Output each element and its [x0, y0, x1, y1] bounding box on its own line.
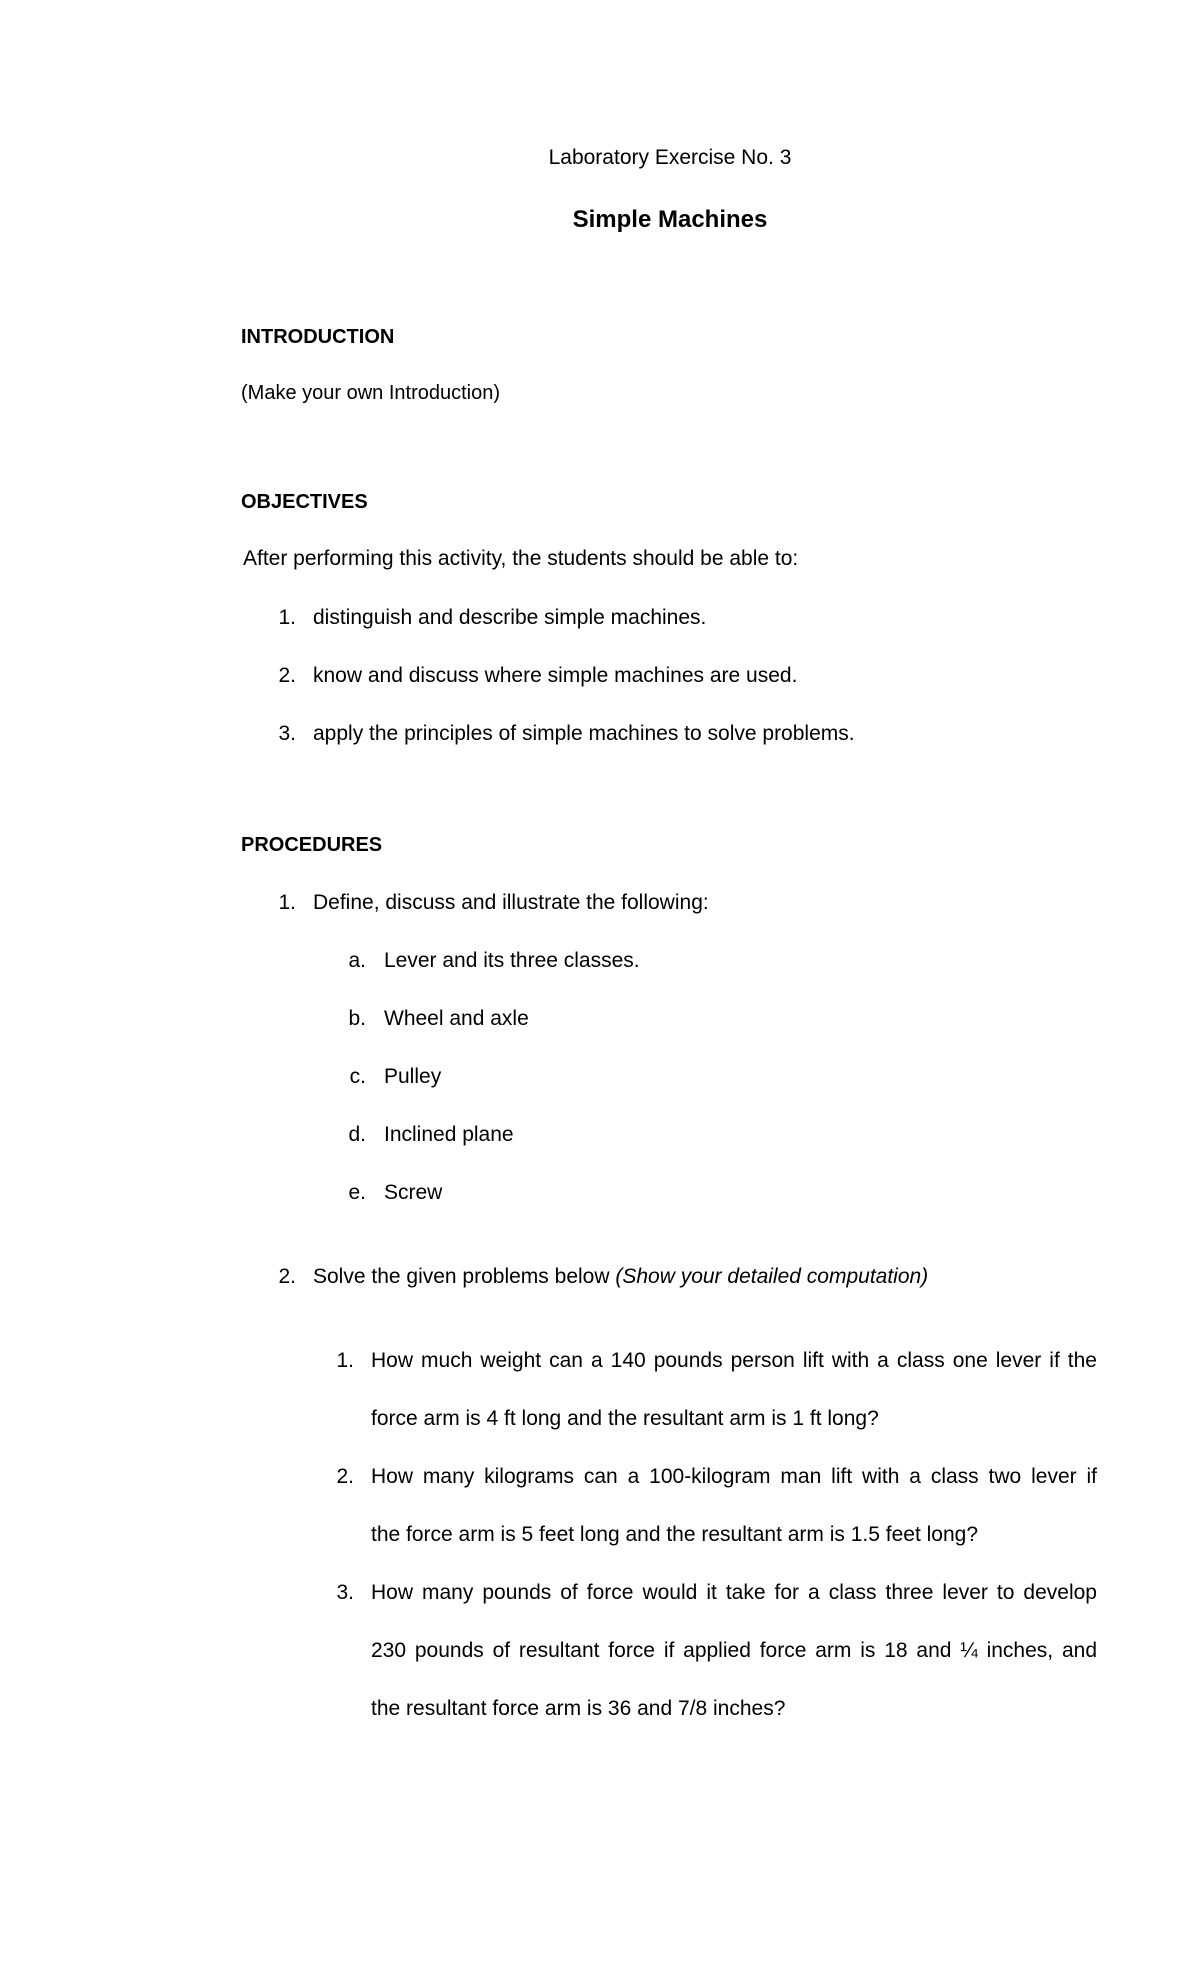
objective-number: 3. — [278, 722, 296, 745]
procedure-step-number: 2. — [278, 1265, 296, 1288]
sub-item-letter: a. — [348, 949, 366, 972]
objective-item: apply the principles of simple machines to solve problems. — [313, 722, 855, 745]
sub-item-text: Inclined plane — [384, 1123, 514, 1146]
sub-item-letter: d. — [348, 1123, 366, 1146]
problem-line: How many kilograms can a 100-kilogram man lift with a class two lever if — [371, 1465, 1097, 1488]
sub-item-letter: c. — [349, 1065, 366, 1088]
problem-line: force arm is 4 ft long and the resultant arm is 1 ft long? — [371, 1407, 879, 1430]
sub-item-letter: e. — [348, 1181, 366, 1204]
sub-item-text: Screw — [384, 1181, 443, 1204]
introduction-placeholder: (Make your own Introduction) — [241, 382, 501, 404]
problem-number: 3. — [336, 1581, 354, 1604]
sub-item-letter: b. — [348, 1007, 366, 1030]
objective-item: know and discuss where simple machines are used. — [313, 664, 798, 687]
procedure-step-text — [313, 1264, 928, 1290]
problem-line: 230 pounds of resultant force if applied force arm is 18 and ¼ inches, and — [371, 1639, 1097, 1662]
problem-number: 1. — [336, 1349, 354, 1372]
objectives-heading: OBJECTIVES — [241, 491, 368, 513]
document-title: Simple Machines — [572, 206, 768, 233]
procedure-step-number: 1. — [278, 891, 296, 914]
procedure-step-emphasis: (Show your detailed computation) — [615, 1265, 929, 1288]
objective-number: 2. — [278, 664, 296, 687]
problem-line: How much weight can a 140 pounds person lift with a class one lever if the — [371, 1349, 1097, 1372]
procedure-step-plain: Solve the given problems below — [313, 1265, 616, 1288]
sub-item-text: Pulley — [384, 1065, 442, 1088]
exercise-label: Laboratory Exercise No. 3 — [548, 146, 792, 169]
objective-number: 1. — [278, 606, 296, 629]
problem-number: 2. — [336, 1465, 354, 1488]
procedure-step-text: Define, discuss and illustrate the following: — [313, 891, 709, 914]
problem-line: How many pounds of force would it take for a class three lever to develop — [371, 1581, 1097, 1604]
problem-line: the force arm is 5 feet long and the resultant arm is 1.5 feet long? — [371, 1523, 979, 1546]
sub-item-text: Lever and its three classes. — [384, 949, 640, 972]
sub-item-text: Wheel and axle — [384, 1007, 529, 1030]
problem-line: the resultant force arm is 36 and 7/8 inches? — [371, 1697, 786, 1720]
procedures-heading: PROCEDURES — [241, 834, 383, 856]
objective-item: distinguish and describe simple machines. — [313, 606, 707, 629]
introduction-heading: INTRODUCTION — [241, 326, 395, 348]
objectives-lead: After performing this activity, the students should be able to: — [243, 547, 799, 570]
